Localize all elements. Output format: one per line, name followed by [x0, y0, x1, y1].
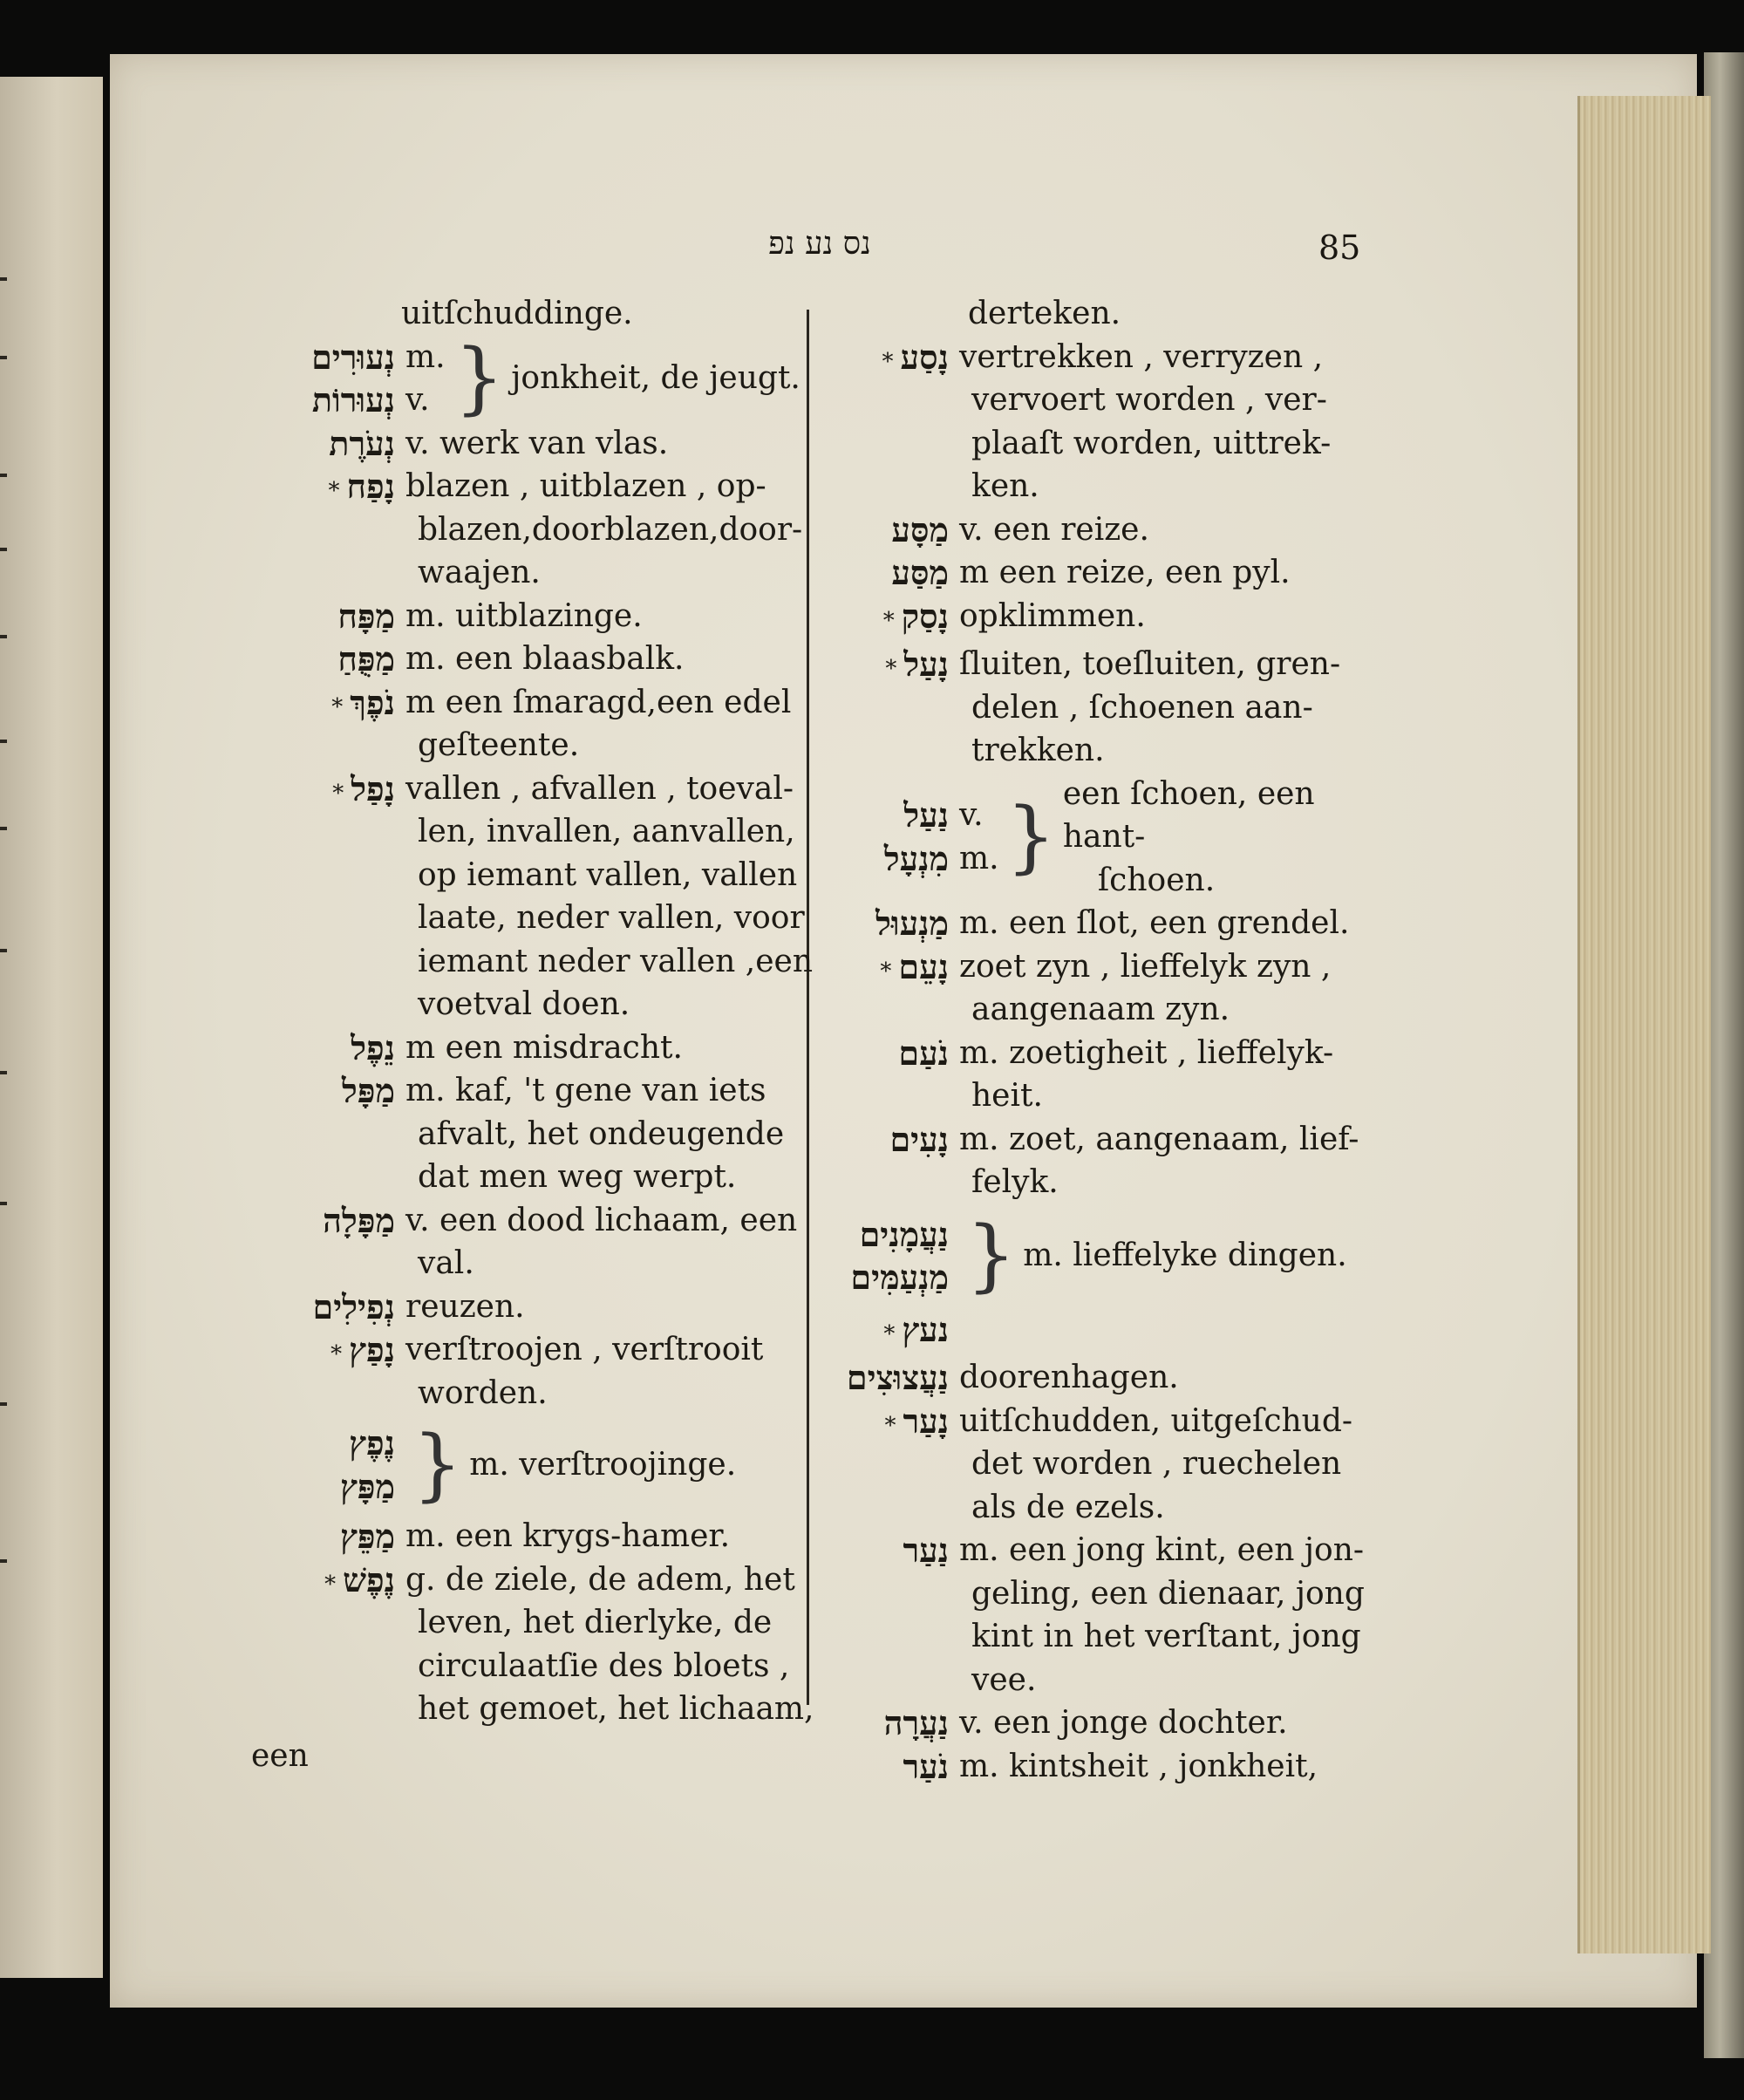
gender-abbr: v. — [405, 382, 430, 418]
hebrew-lemma: מַפָּלָה — [323, 1200, 395, 1240]
hebrew-lemma: נָעִים — [889, 1119, 949, 1159]
gloss-line: m. zoet, aangenaam, lief- — [959, 1121, 1359, 1157]
entry-list — [828, 1308, 1369, 1789]
gloss-line: v. werk van vlas. — [405, 425, 669, 461]
gloss-line: m. zoetigheit , lieffelyk- — [959, 1034, 1334, 1071]
gloss-line: g. de ziele, de adem, het — [405, 1561, 795, 1598]
running-title: נס נע נפ — [768, 226, 871, 262]
entry-star-marker: * — [880, 958, 892, 985]
gloss-line: vallen , afvallen , toeval- — [405, 770, 794, 807]
gloss-line: voetval doen. — [418, 986, 630, 1022]
left-column — [244, 292, 814, 1731]
gloss-line: m. een jong kint, een jon- — [959, 1532, 1365, 1568]
gloss: jonkheit, de jeugt. — [511, 360, 800, 397]
entry-list — [828, 336, 1369, 773]
gloss-line: vertrekken , verryzen , — [959, 338, 1324, 375]
entry-star-marker: * — [882, 607, 895, 634]
gloss-line: blazen,doorblazen,door- — [418, 511, 803, 548]
gloss-line: m een reize, een pyl. — [959, 555, 1291, 590]
hebrew-lemma: נַעַל — [903, 795, 949, 835]
hebrew-lemma: מַפָּל — [342, 1071, 395, 1110]
gloss-line: aangenaam zyn. — [971, 992, 1230, 1027]
gloss-line: m. een blaasbalk. — [405, 641, 685, 677]
gloss-line: waajen. — [418, 555, 541, 590]
gloss-line: circulaatſie des bloets , — [418, 1647, 790, 1684]
entry-list — [244, 422, 814, 1415]
gloss-line: geling, een dienaar, jong — [971, 1575, 1365, 1612]
gloss: ſchoen. — [1097, 862, 1216, 898]
gloss-line: m een ſmaragd,een edel — [405, 684, 792, 720]
gloss-line: val. — [418, 1245, 474, 1281]
gloss-line: verſtroojen , verſtrooit — [405, 1332, 764, 1367]
dictionary-entry — [244, 1558, 814, 1731]
hebrew-lemma: נֶפֶשׁ — [343, 1559, 395, 1599]
dictionary-entry — [244, 595, 802, 638]
hebrew-lemma: נַעַר — [903, 1531, 949, 1570]
dictionary-entry — [828, 336, 1369, 508]
page-number: 85 — [1318, 228, 1361, 267]
gloss-line: ken. — [971, 468, 1039, 504]
hebrew-lemma: מַנְעַמִּים — [850, 1258, 949, 1297]
entry-star-marker: * — [883, 1320, 896, 1347]
dictionary-entry — [828, 902, 1369, 945]
hebrew-lemma: נְעֹרֶת — [329, 423, 395, 463]
hebrew-lemma: נְפִילִים — [312, 1286, 395, 1326]
hebrew-lemma: נָעַר — [903, 1401, 949, 1441]
gloss-line: vee. — [971, 1661, 1037, 1698]
hebrew-lemma: נֶפֶץ — [349, 1423, 395, 1462]
dictionary-entry — [828, 945, 1369, 1032]
gloss-line: op iemant vallen, vallen — [418, 856, 798, 893]
dictionary-entry — [244, 1199, 802, 1285]
gloss: m. verſtroojinge. — [469, 1446, 737, 1483]
gender-abbr: v. — [959, 797, 984, 834]
gloss-line: dat men weg werpt. — [418, 1159, 737, 1195]
gloss-line: felyk. — [971, 1164, 1059, 1200]
entry-group — [828, 1210, 1369, 1301]
right-column — [828, 292, 1369, 1788]
entry-star-marker: * — [328, 478, 340, 504]
gloss: een ſchoen, een hant- — [1062, 775, 1315, 855]
hebrew-lemma: נַעֲצוּצִים — [846, 1358, 949, 1397]
hebrew-lemma: מַפָּח — [337, 596, 395, 636]
gloss-line: delen , ſchoenen aan- — [971, 689, 1313, 726]
gloss-line: m een misdracht. — [405, 1029, 683, 1066]
hebrew-lemma: נְעוּרוֹת — [311, 380, 395, 419]
gloss-line: kint in het verſtant, jong — [971, 1619, 1361, 1654]
dictionary-entry — [828, 551, 1369, 595]
gloss-line: len, invallen, aanvallen, — [418, 814, 795, 849]
dictionary-entry — [828, 508, 1369, 552]
hebrew-lemma: מַסַּע — [891, 553, 949, 592]
gloss-line: det worden , ruechelen — [971, 1446, 1342, 1482]
gloss-line: v. een reize. — [959, 511, 1149, 548]
hebrew-lemma: נָסַע — [900, 337, 949, 377]
hebrew-lemma: נַעֲמָנִים — [859, 1214, 949, 1254]
entry-star-marker: * — [885, 656, 897, 682]
brace: } — [454, 332, 505, 424]
entry-list — [828, 902, 1369, 1204]
dictionary-entry — [828, 643, 1369, 773]
dictionary-entry — [828, 595, 1369, 644]
gloss-line: iemant neder vallen ,een — [418, 943, 814, 979]
gloss-line: worden. — [418, 1374, 548, 1411]
dictionary-entry — [244, 422, 802, 466]
gloss-line: vervoert worden , ver- — [971, 382, 1327, 418]
gloss: m. lieffelyke dingen. — [1023, 1238, 1347, 1274]
gloss-line: plaaſt worden, uittrek- — [971, 425, 1332, 461]
gloss-line: geſteente. — [418, 727, 580, 763]
dictionary-entry — [244, 767, 814, 1026]
gloss-line: m. een ſlot, een grendel. — [959, 905, 1350, 941]
entry-star-marker: * — [330, 1341, 343, 1367]
dictionary-entry — [828, 1356, 1369, 1400]
hebrew-lemma: מַנְעוּל — [875, 903, 949, 943]
entry-group — [244, 332, 802, 424]
entry-star-marker: * — [884, 1412, 896, 1439]
gloss-line: afvalt, het ondeugende — [418, 1115, 785, 1152]
dictionary-entry — [828, 1400, 1369, 1530]
gloss-line: m. kintsheit , jonkheit, — [959, 1748, 1318, 1784]
hebrew-lemma: נָפַץ — [349, 1330, 395, 1369]
dictionary-entry — [244, 1328, 802, 1415]
dictionary-entry — [244, 681, 802, 767]
gloss-line: laate, neder vallen, voor — [418, 900, 805, 936]
page-fore-edge — [1577, 96, 1711, 1953]
hebrew-lemma: מַפֵּץ — [340, 1517, 395, 1556]
brace: } — [966, 1210, 1017, 1301]
catchword: een — [251, 1738, 309, 1774]
dictionary-entry — [828, 1032, 1369, 1118]
gloss-line: opklimmen. — [959, 597, 1146, 634]
dictionary-entry — [828, 1529, 1369, 1701]
dictionary-entry — [244, 1515, 802, 1558]
dictionary-entry — [244, 1069, 802, 1199]
gender-abbr: m. — [959, 840, 999, 876]
entry-group — [244, 1418, 802, 1510]
hebrew-lemma: מַסָּע — [891, 509, 949, 549]
hebrew-lemma: נְעוּרִים — [311, 337, 395, 377]
entry-group — [828, 773, 1369, 903]
continuation-line: uitſchuddinge. — [401, 296, 633, 331]
hebrew-lemma: נָפַל — [351, 768, 395, 808]
dictionary-entry — [244, 1285, 802, 1329]
dictionary-entry — [828, 1308, 1369, 1357]
gloss-line: ſluiten, toeſluiten, gren- — [959, 646, 1341, 682]
gloss-line: v. een jonge dochter. — [959, 1705, 1288, 1741]
gloss-line: m. kaf, 't gene van iets — [405, 1073, 766, 1108]
gloss-line: m. een krygs-hamer. — [405, 1518, 731, 1554]
brace: } — [412, 1418, 463, 1510]
gloss-line: trekken. — [971, 733, 1105, 768]
dictionary-entry — [244, 638, 802, 681]
gloss-line: reuzen. — [405, 1288, 525, 1325]
gloss-line: m. uitblazinge. — [405, 597, 643, 634]
hebrew-lemma: נֹעַר — [903, 1746, 949, 1786]
hebrew-lemma: מַפָּץ — [340, 1466, 395, 1506]
hebrew-lemma: נָעַל — [903, 644, 949, 684]
gloss-line: heit. — [971, 1078, 1043, 1114]
entry-star-marker: * — [324, 1571, 337, 1598]
gloss-line: als de ezels. — [971, 1489, 1165, 1525]
gloss-line: v. een dood lichaam, een — [405, 1202, 798, 1238]
entry-star-marker: * — [882, 348, 894, 375]
entry-star-marker: * — [332, 780, 344, 807]
gloss-line: het gemoet, het lichaam, — [418, 1691, 814, 1727]
gloss-line: blazen , uitblazen , op- — [405, 468, 766, 504]
hebrew-lemma: נֹפֶךְ — [350, 682, 395, 722]
gender-abbr: m. — [405, 338, 446, 375]
hebrew-lemma: נעץ — [902, 1309, 949, 1349]
continuation-line: derteken. — [968, 296, 1121, 331]
entry-star-marker: * — [331, 693, 344, 720]
dictionary-entry — [828, 1118, 1369, 1204]
gloss-line: uitſchudden, uitgeſchud- — [959, 1402, 1353, 1439]
brace: } — [1005, 790, 1056, 883]
hebrew-lemma: נֵפֶל — [351, 1027, 395, 1067]
entry-list — [244, 1515, 814, 1731]
gloss-line: doorenhagen. — [959, 1360, 1179, 1395]
hebrew-lemma: מַפֻּחַ — [337, 639, 395, 678]
hebrew-lemma: נָפַח — [346, 467, 395, 506]
hebrew-lemma: נָסַק — [901, 596, 949, 636]
gloss-line: leven, het dierlyke, de — [418, 1605, 773, 1640]
gloss-line: zoet zyn , lieffelyk zyn , — [959, 948, 1332, 985]
dictionary-entry — [244, 465, 802, 595]
dictionary-entry — [244, 1026, 802, 1070]
dictionary-entry — [828, 1745, 1369, 1789]
hebrew-lemma: נָעֵם — [898, 946, 949, 986]
left-page-edge — [0, 77, 103, 1978]
hebrew-lemma: נַעֲרָה — [883, 1703, 949, 1742]
hebrew-lemma: נֹעַם — [898, 1033, 949, 1073]
hebrew-lemma: מִנְעָל — [883, 838, 949, 878]
dictionary-entry — [828, 1701, 1369, 1745]
